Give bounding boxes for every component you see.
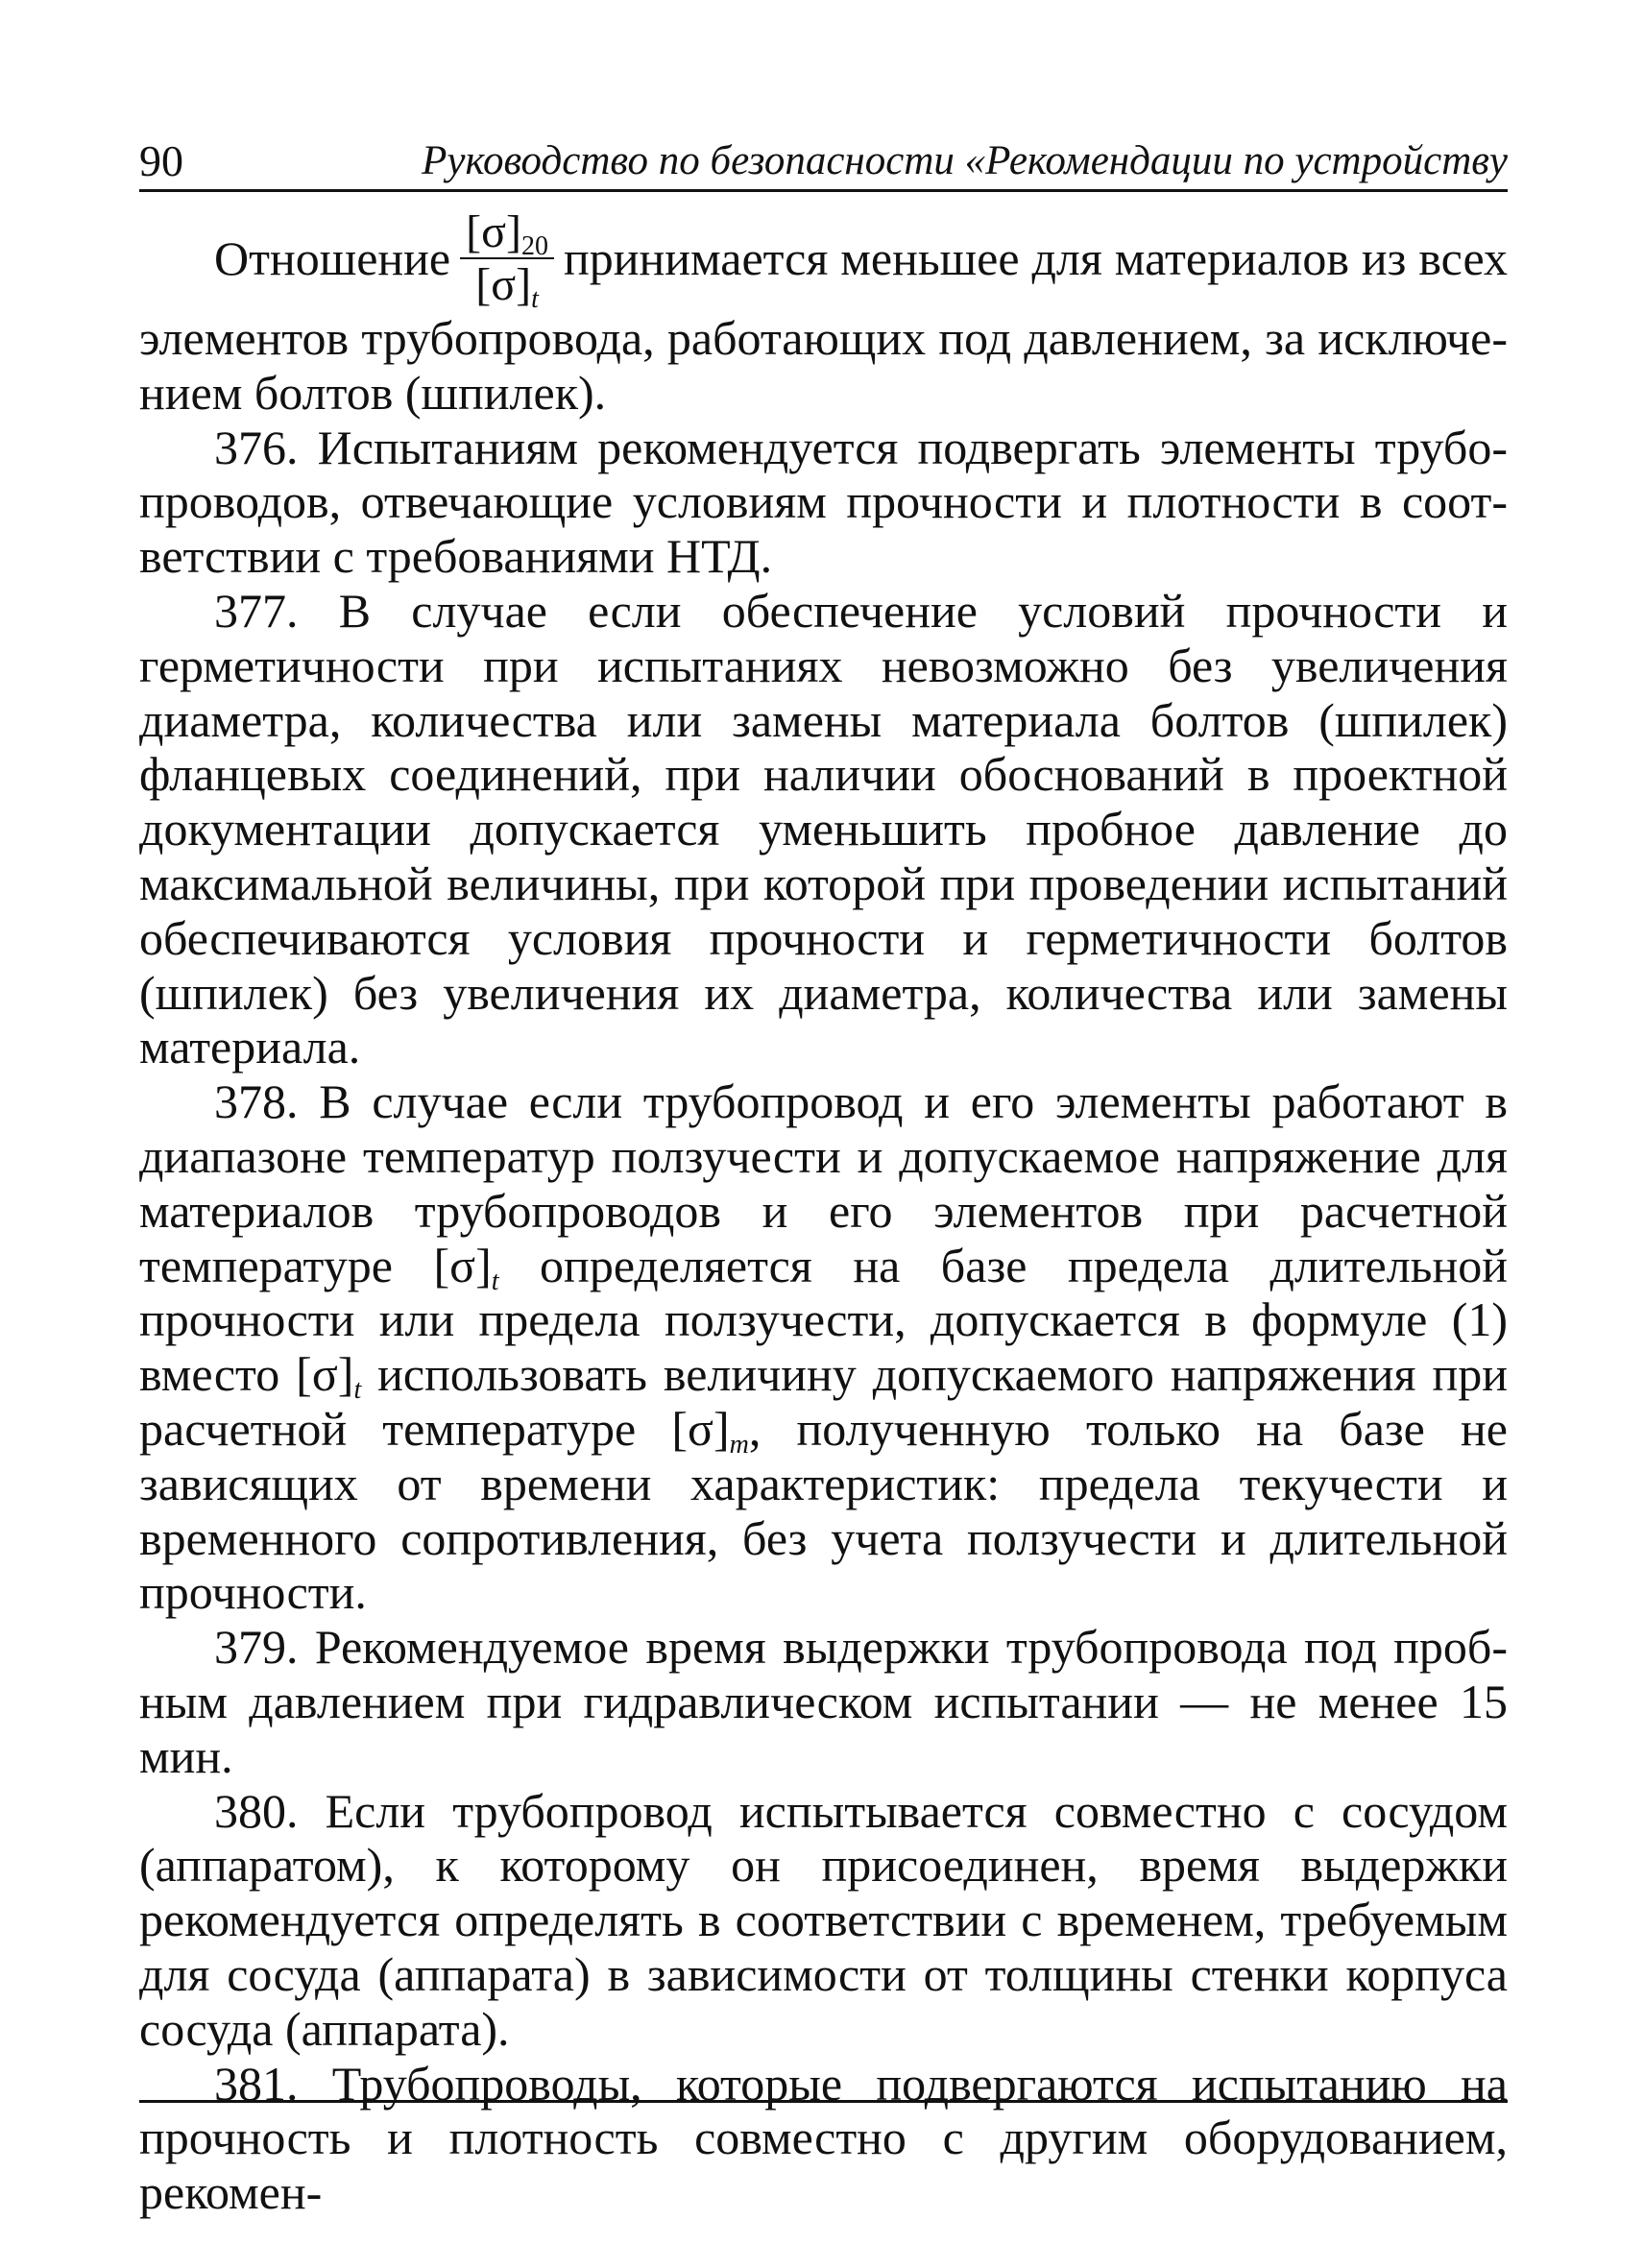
formula-lead-text: Отношение <box>214 231 451 285</box>
fraction-numerator: $[\sigma]_{20}$ <box>460 208 554 259</box>
fraction-denominator: $[\sigma]_t$ <box>475 258 539 314</box>
page-header <box>139 130 1508 192</box>
paragraph-continuation: элементов трубопровода, работающих под давлением, за исключением болтов (шпилек). <box>139 311 1508 420</box>
sigma-symbol: [σ] <box>296 1347 354 1402</box>
stress-ratio-fraction <box>460 205 554 314</box>
formula-tail-text: принимается меньшее для материалов из всех <box>563 231 1508 285</box>
paragraph-376: 376. Испытаниям рекомендуется подвергать элементы трубопроводов, отвечающие условиям прочности и плотности в соответствии с требованиями НТД. <box>139 420 1508 584</box>
page-number: 90 <box>139 136 183 185</box>
paragraph-378: 378. В случае если трубопровод и его элементы работают в диапазоне температур ползучести и допускаемое напряжение для материалов трубопроводов и его элементов при расчетной температуре $[\sigma]_t$ определяется на базе предела длительной прочности или предела ползучести, допускается в формуле (1) вместо $[\sigma]_t$ использовать величину допускаемого напряжения при расчетной температуре $[\sigma]_m$, полученную только на базе не зависящих от времени характеристик: предела текучести и временного сопротивления, без учета ползучести и длительной прочности. <box>139 1074 1508 1620</box>
paragraph-380: 380. Если трубопровод испытывается совместно с сосудом (аппаратом), к которому он присоединен, время выдержки рекомендуется определять в соответствии с временем, требуемым для сосуда (аппарата) в зависимости от толщины стенки корпуса сосуда (аппарата). <box>139 1783 1508 2056</box>
paragraph-379: 379. Рекомендуемое время выдержки трубопровода под пробным давлением при гидравлическом испытании — не менее 15 мин. <box>139 1620 1508 1783</box>
running-title: Руководство по безопасности «Рекомендации по устройству <box>422 138 1508 183</box>
paragraph-381: 381. Трубопроводы, которые подвергаются испытанию на прочность и плотность совместно с другим оборудованием, рекомен- <box>139 2056 1508 2220</box>
paragraph-377: 377. В случае если обеспечение условий прочности и герметичности при испытаниях невозможно без увеличения диаметра, количества или замены материала болтов (шпилек) фланцевых соединений, при наличии обоснований в проектной документации допускается уменьшить пробное давление до максимальной величины, при которой при проведении испытаний обеспечиваются условия прочности и герметичности болтов (шпилек) без увеличения их диаметра, количества или замены материала. <box>139 583 1508 1074</box>
sigma-symbol: [σ] <box>671 1401 730 1456</box>
body-text <box>139 311 1508 2220</box>
footer-rule <box>139 2100 1508 2103</box>
book-page <box>139 130 1508 2220</box>
formula-line <box>139 205 1508 314</box>
sigma-symbol: [σ] <box>433 1238 492 1292</box>
